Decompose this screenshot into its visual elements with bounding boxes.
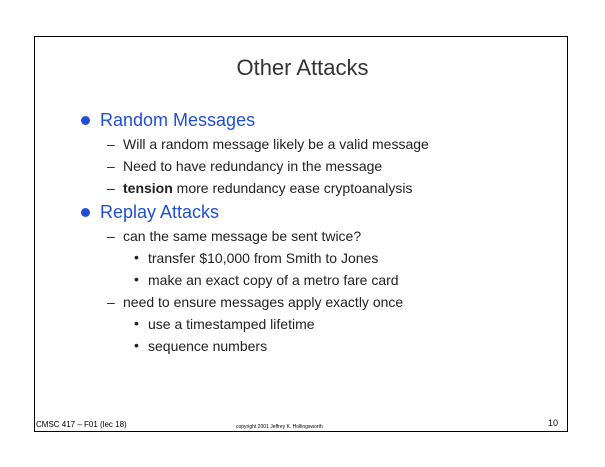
slide-title: Other Attacks [236,55,369,80]
list-item [107,294,404,310]
page-number: 10 [548,418,559,428]
sub-list-item-text: make an exact copy of a metro fare card [148,272,399,288]
small-bullet-icon: • [134,271,139,287]
sub-list-item-text: transfer $10,000 from Smith to Jones [148,250,379,266]
bullet-icon [81,116,90,125]
section-heading-replay-attacks [100,202,219,223]
list-item-text: Need to have redundancy in the message [123,158,383,174]
list-item-text: need to ensure messages apply exactly once [123,294,404,310]
sub-list-item-text: sequence numbers [148,338,268,354]
sub-list-item-text: use a timestamped lifetime [148,316,315,332]
dash-icon: – [107,228,115,244]
sub-list-item [134,315,315,332]
sub-list-item [134,271,399,288]
small-bullet-icon: • [134,249,139,265]
section-heading-random-messages [100,110,255,131]
dash-icon: – [107,136,115,152]
dash-icon: – [107,158,115,174]
footer-course: CMSC 417 – F01 (lec 18) [36,420,127,429]
section-heading-label: Replay Attacks [100,202,220,222]
small-bullet-icon: • [134,337,139,353]
sub-list-item [134,337,268,354]
footer-copyright: copyright 2001 Jeffrey K. Hollingsworth [236,424,323,430]
list-item [107,158,383,174]
list-item-text: can the same message be sent twice? [123,228,362,244]
dash-icon: – [107,294,115,310]
dash-icon: – [107,180,115,196]
bullet-icon [81,208,90,217]
sub-list-item [134,249,379,266]
list-item-bold: tension [123,180,173,196]
list-item [107,180,413,196]
list-item [107,228,362,244]
list-item-text: more redundancy ease cryptoanalysis [172,180,413,196]
section-heading-label: Random Messages [100,110,256,130]
list-item-text: Will a random message likely be a valid message [123,136,429,152]
small-bullet-icon: • [134,315,139,331]
list-item [107,136,429,152]
